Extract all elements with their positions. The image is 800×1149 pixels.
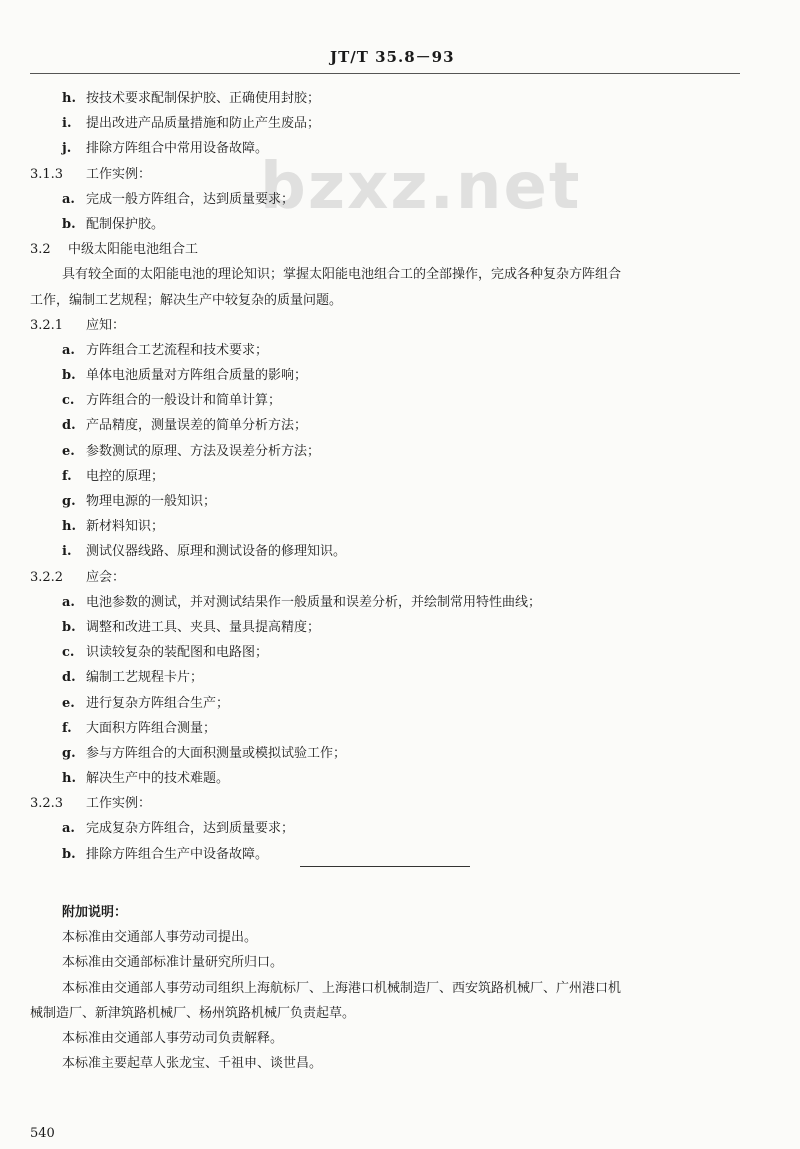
notes-title: 附加说明：	[62, 905, 128, 920]
end-rule	[300, 866, 470, 867]
item-text: 进行复杂方阵组合生产；	[86, 695, 230, 711]
list-item	[0, 816, 800, 841]
item-text: 排除方阵组合生产中设备故障。	[86, 846, 269, 862]
header-rule	[30, 73, 740, 74]
item-text: 识读较复杂的装配图和电路图；	[86, 645, 269, 661]
list-item	[0, 136, 800, 161]
section-title: 工作实例：	[86, 166, 152, 182]
item-mark: a.	[62, 594, 75, 610]
watermark: bzxz.net	[260, 150, 582, 224]
item-text: 电池参数的测试，并对测试结果作一般质量和误差分析，并绘制常用特性曲线；	[86, 594, 542, 610]
section-number: 3.2.2	[30, 569, 64, 585]
item-mark: c.	[62, 645, 75, 661]
section-title: 应会：	[86, 569, 126, 585]
list-item	[0, 691, 800, 716]
list-item	[0, 766, 800, 791]
item-mark: h.	[62, 91, 76, 106]
list-item	[0, 413, 800, 438]
item-mark: g.	[62, 494, 76, 509]
item-mark: f.	[62, 720, 72, 736]
standard-code: JT/T 35.8－93	[330, 48, 455, 66]
item-text: 完成复杂方阵组合，达到质量要求；	[86, 821, 295, 837]
section-number: 3.2	[30, 242, 51, 258]
item-text: 单体电池质量对方阵组合质量的影响；	[86, 368, 308, 384]
paragraph-line: 具有较全面的太阳能电池的理论知识；掌握太阳能电池组合工的全部操作，完成各种复杂方阵组合	[62, 267, 622, 283]
list-item	[0, 539, 800, 564]
notes-line: 械制造厂、新津筑路机械厂、杨州筑路机械厂负责起草。	[30, 1005, 356, 1021]
notes-line: 本标准由交通部人事劳动司提出。	[62, 930, 258, 946]
item-text: 方阵组合工艺流程和技术要求；	[86, 342, 269, 358]
item-text: 新材料知识；	[86, 519, 165, 535]
list-item	[0, 640, 800, 665]
section-title: 应知：	[86, 317, 126, 333]
section-heading-323	[0, 791, 800, 816]
list-item	[0, 590, 800, 615]
item-mark: c.	[62, 393, 75, 409]
list-item	[0, 338, 800, 363]
item-text: 提出改进产品质量措施和防止产生废品；	[86, 116, 321, 132]
item-mark: a.	[62, 191, 75, 207]
list-item	[0, 489, 800, 514]
item-mark: g.	[62, 745, 76, 761]
item-mark: b.	[62, 619, 76, 635]
section-heading-32	[0, 237, 800, 262]
item-mark: h.	[62, 771, 76, 787]
item-mark: a.	[62, 342, 75, 358]
item-text: 参与方阵组合的大面积测量或模拟试验工作；	[86, 745, 347, 761]
item-mark: b.	[62, 216, 76, 232]
item-text: 按技术要求配制保护胶、正确使用封胶；	[86, 91, 321, 106]
paragraph-line: 工作，编制工艺规程；解决生产中较复杂的质量问题。	[30, 292, 343, 308]
item-text: 测试仪器线路、原理和测试设备的修理知识。	[86, 544, 347, 560]
notes-line: 本标准由交通部人事劳动司组织上海航标厂、上海港口机械制造厂、西安筑路机械厂、广州港口机	[62, 980, 622, 996]
list-item	[0, 187, 800, 212]
item-mark: f.	[62, 468, 72, 484]
item-mark: i.	[62, 544, 72, 560]
page-header	[0, 40, 800, 76]
document-body	[0, 86, 800, 867]
notes-line: 本标准由交通部人事劳动司负责解释。	[62, 1030, 284, 1046]
item-mark: j.	[62, 141, 72, 157]
item-text: 解决生产中的技术难题。	[86, 771, 230, 787]
section-title: 工作实例：	[86, 796, 152, 812]
item-mark: b.	[62, 368, 76, 384]
item-text: 参数测试的原理、方法及误差分析方法；	[86, 443, 321, 459]
section-number: 3.1.3	[30, 166, 64, 182]
list-item	[0, 842, 800, 867]
item-text: 物理电源的一般知识；	[86, 494, 217, 509]
section-heading-313	[0, 162, 800, 187]
list-item	[0, 86, 800, 111]
list-item	[0, 439, 800, 464]
item-mark: d.	[62, 670, 76, 686]
section-heading-322	[0, 565, 800, 590]
item-text: 编制工艺规程卡片；	[86, 670, 204, 686]
section-number: 3.2.1	[30, 317, 64, 333]
item-text: 大面积方阵组合测量；	[86, 720, 217, 736]
item-mark: b.	[62, 846, 76, 862]
list-item	[0, 388, 800, 413]
section-number: 3.2.3	[30, 796, 64, 812]
item-text: 完成一般方阵组合，达到质量要求；	[86, 191, 295, 207]
item-text: 排除方阵组合中常用设备故障。	[86, 141, 269, 157]
list-item	[0, 741, 800, 766]
list-item	[0, 111, 800, 136]
item-mark: e.	[62, 443, 75, 459]
list-item	[0, 665, 800, 690]
list-item	[0, 363, 800, 388]
item-text: 配制保护胶。	[86, 216, 165, 232]
item-mark: h.	[62, 519, 76, 535]
notes-line: 本标准主要起草人张龙宝、千祖申、谈世昌。	[62, 1056, 323, 1072]
notes-line: 本标准由交通部标准计量研究所归口。	[62, 955, 284, 971]
additional-notes	[0, 900, 800, 1076]
item-text: 方阵组合的一般设计和简单计算；	[86, 393, 282, 409]
list-item	[0, 464, 800, 489]
item-text: 电控的原理；	[86, 468, 165, 484]
section-heading-321	[0, 313, 800, 338]
list-item	[0, 212, 800, 237]
page-number: 540	[30, 1126, 55, 1141]
item-text: 调整和改进工具、夹具、量具提高精度；	[86, 619, 321, 635]
item-mark: e.	[62, 695, 75, 711]
item-text: 产品精度，测量误差的简单分析方法；	[86, 418, 308, 434]
item-mark: i.	[62, 116, 72, 132]
list-item	[0, 615, 800, 640]
list-item	[0, 514, 800, 539]
list-item	[0, 716, 800, 741]
section-title: 中级太阳能电池组合工	[68, 242, 199, 258]
item-mark: a.	[62, 821, 75, 837]
item-mark: d.	[62, 418, 76, 434]
